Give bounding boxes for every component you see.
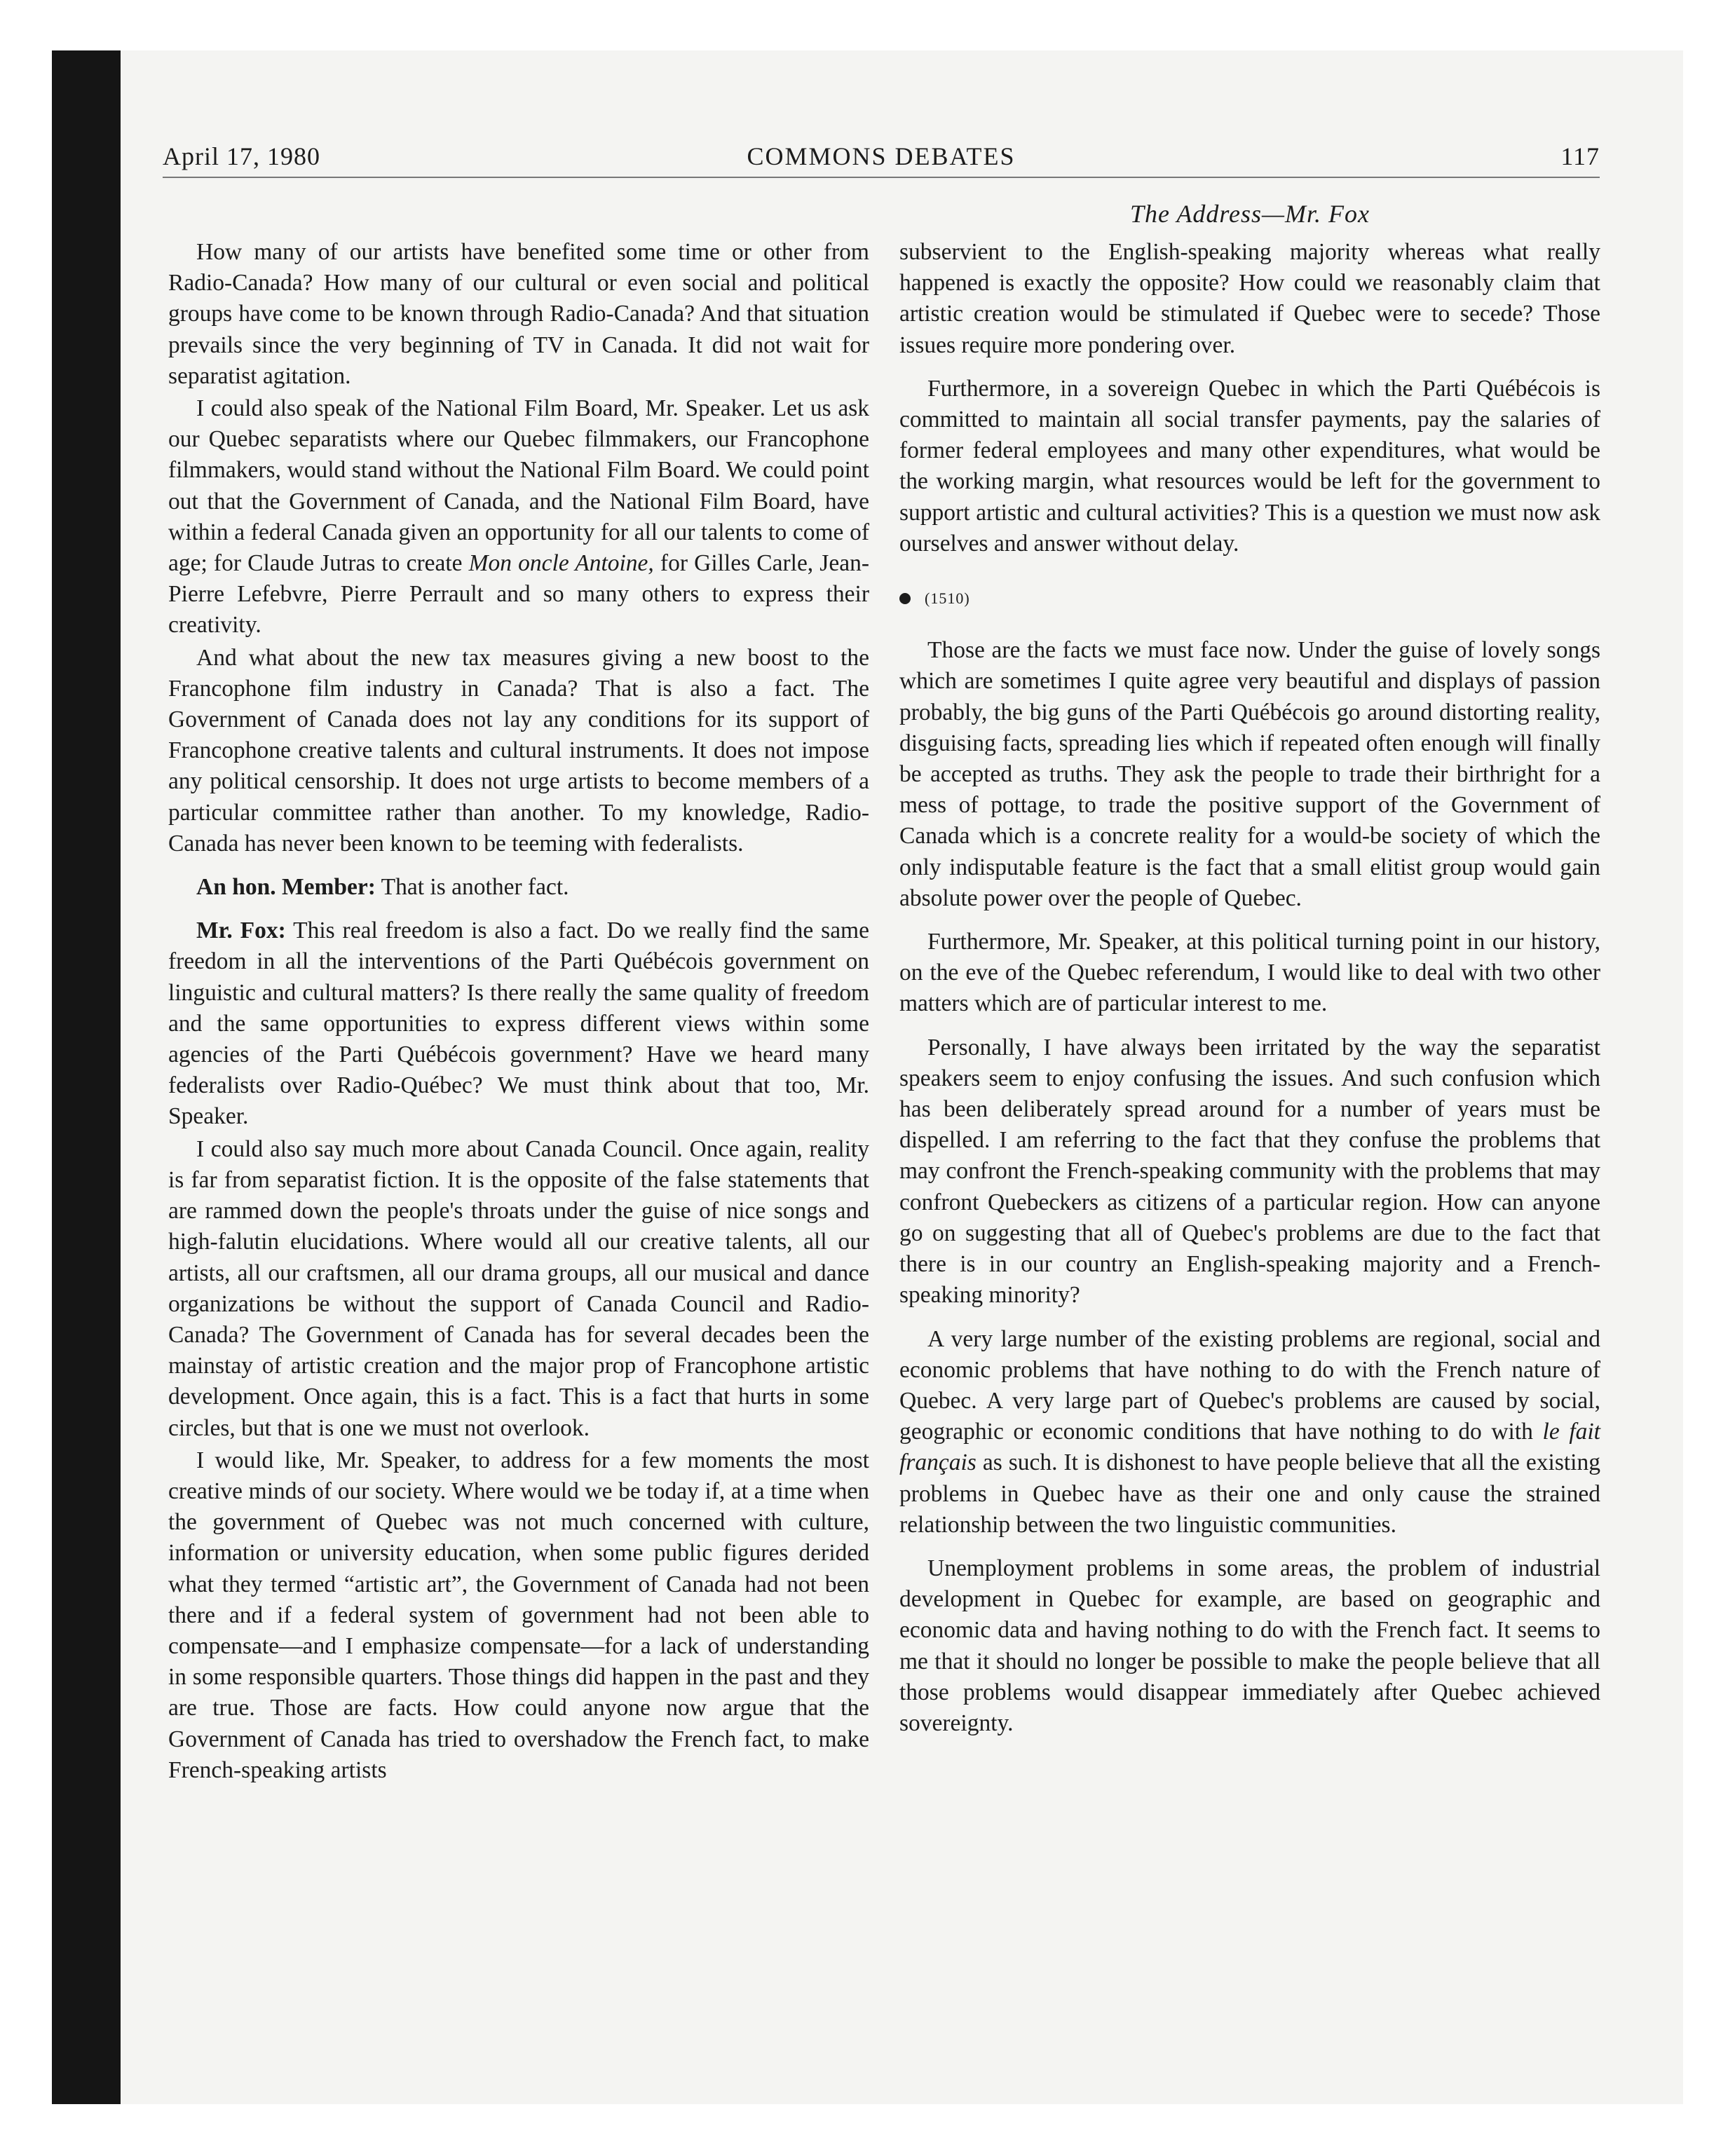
film-title: Mon oncle Antoine,	[468, 550, 654, 577]
right-column	[899, 237, 1600, 1752]
time-marker	[899, 583, 1600, 614]
bullet-icon	[899, 593, 911, 604]
header-date: April 17, 1980	[163, 142, 320, 170]
speech	[168, 915, 869, 1132]
paragraph: I could also say much more about Canada Council. Once again, reality is far from separatist fiction. It is the opposite of the false statements that are rammed down the people's throats under the guise of nice songs and high-falutin elucidations. Where would all our creative talents, all our artists, all our craftsmen, all our drama groups, all our musical and dance organizations be without the support of Canada Council and Radio-Canada? The Government of Canada has for several decades been the mainstay of artistic creation and the major prop of Francophone artistic development. Once again, this is a fact. This is a fact that hurts in some circles, but that is one we must not overlook.	[168, 1135, 869, 1441]
scan-border-shadow	[52, 50, 121, 2104]
left-column	[168, 237, 869, 1787]
speaker-name: An hon. Member:	[196, 874, 376, 901]
paragraph: Furthermore, Mr. Speaker, at this political turning point in our history, on the eve of the Quebec referendum, I would like to deal with two other matters which are of particular interest to me.	[899, 929, 1600, 1017]
speaker-name: Mr. Fox:	[196, 917, 286, 944]
paragraph-text: for Gilles Carle, Jean-Pierre Lefebvre, Pierre Perrault and so many others to express their creativity.	[168, 550, 869, 639]
speech-text: That is another fact.	[375, 874, 569, 901]
paragraph: Furthermore, in a sovereign Quebec in which the Parti Québécois is committed to maintain all social transfer payments, pay the salaries of former federal employees and many other expenditures, what would be the working margin, what resources would be left for the government to support artistic and cultural activities? This is a question we must now ask ourselves and answer without delay.	[899, 375, 1600, 557]
paragraph: Unemployment problems in some areas, the problem of industrial development in Quebec for example, are based on geographic and economic data and having nothing to do with the French fact. It seems to me that it should no longer be possible to make the people believe that all those problems would disappear immediately after Quebec achieved sovereignty.	[899, 1555, 1600, 1736]
header-page-number: 117	[1560, 142, 1600, 170]
italic-phrase: le fait français	[899, 1419, 1600, 1476]
time-marker-text: (1510)	[925, 589, 970, 608]
interjection	[168, 872, 869, 903]
paragraph: And what about the new tax measures giving a new boost to the Francophone film industry in Canada? That is also a fact. The Government of Canada does not lay any conditions for its support of Francophone creative talents and cultural instruments. It does not impose any political censorship. It does not urge artists to become members of a particular committee rather than another. To my knowledge, Radio-Canada has never been known to be teeming with federalists.	[168, 644, 869, 857]
running-head: The Address—Mr. Fox	[1130, 200, 1370, 228]
paragraph: How many of our artists have benefited some time or other from Radio-Canada? How many of our cultural or even social and political groups have come to be known through Radio-Canada? And that situation prevails since the very beginning of TV in Canada. It did not wait for separatist agitation.	[168, 239, 869, 389]
paragraph	[899, 1324, 1600, 1541]
paragraph: I would like, Mr. Speaker, to address for a few moments the most creative minds of our society. Where would we be today if, at a time when the government of Quebec was not much concerned with culture, information or university education, when some public figures derided what they termed “artistic art”, the Government of Canada had not been there and if a federal system of government had not been able to compensate—and I emphasize compensate—for a lack of understanding in some responsible quarters. Those things did happen in the past and they are true. Those are facts. How could anyone now argue that the Government of Canada has tried to overshadow the French fact, to make French-speaking artists	[168, 1447, 869, 1783]
speech-text: This real freedom is also a fact. Do we really find the same freedom in all the interventions of the Parti Québécois government on linguistic and cultural matters? Is there really the same quality of freedom and the same opportunities to express different views within some agencies of the Parti Québécois government? Have we heard many federalists over Radio-Québec? We must think about that too, Mr. Speaker.	[168, 917, 869, 1130]
paragraph: Those are the facts we must face now. Under the guise of lovely songs which are sometimes I quite agree very beautiful and displays of passion probably, the big guns of the Parti Québécois go around distorting reality, disguising facts, spreading lies which if repeated often enough will finally be accepted as truths. They ask the people to trade their birthright for a mess of pottage, to trade the positive support of the Government of Canada which is a concrete reality for a would-be society of which the only indisputable feature is the fact that a small elitist group would gain absolute power over the people of Quebec.	[899, 637, 1600, 911]
paragraph: Personally, I have always been irritated by the way the separatist speakers seem to enjoy confusing the issues. And such confusion which has been deliberately spread around for a number of years must be dispelled. I am referring to the fact that they confuse the problems that may confront the French-speaking community with the problems that may confront Quebeckers as citizens of a particular region. How can anyone go on suggesting that all of Quebec's problems are due to the fact that there is in our country an English-speaking majority and a French-speaking minority?	[899, 1034, 1600, 1309]
paragraph	[168, 393, 869, 641]
paragraph-text: A very large number of the existing problems are regional, social and economic problems that have nothing to do with the French nature of Quebec. A very large part of Quebec's problems are caused by social, geographic or economic conditions that have nothing to do with	[899, 1325, 1600, 1445]
paragraph-text: I could also speak of the National Film Board, Mr. Speaker. Let us ask our Quebec separatists where our Quebec filmmakers, our Francophone filmmakers, would stand without the National Film Board. We could point out that the Government of Canada, and the National Film Board, have within a federal Canada given an opportunity for all our talents to come of age; for Claude Jutras to create	[168, 395, 869, 577]
header-journal-title: COMMONS DEBATES	[747, 142, 1016, 170]
paragraph-text: as such. It is dishonest to have people believe that all the existing problems in Quebec have as their one and only cause the strained relationship between the two linguistic communities.	[899, 1449, 1600, 1538]
page-header	[163, 142, 1600, 178]
paragraph: subservient to the English-speaking majority whereas what really happened is exactly the opposite? How could we reasonably claim that artistic creation would be stimulated if Quebec were to secede? Those issues require more pondering over.	[899, 239, 1600, 358]
